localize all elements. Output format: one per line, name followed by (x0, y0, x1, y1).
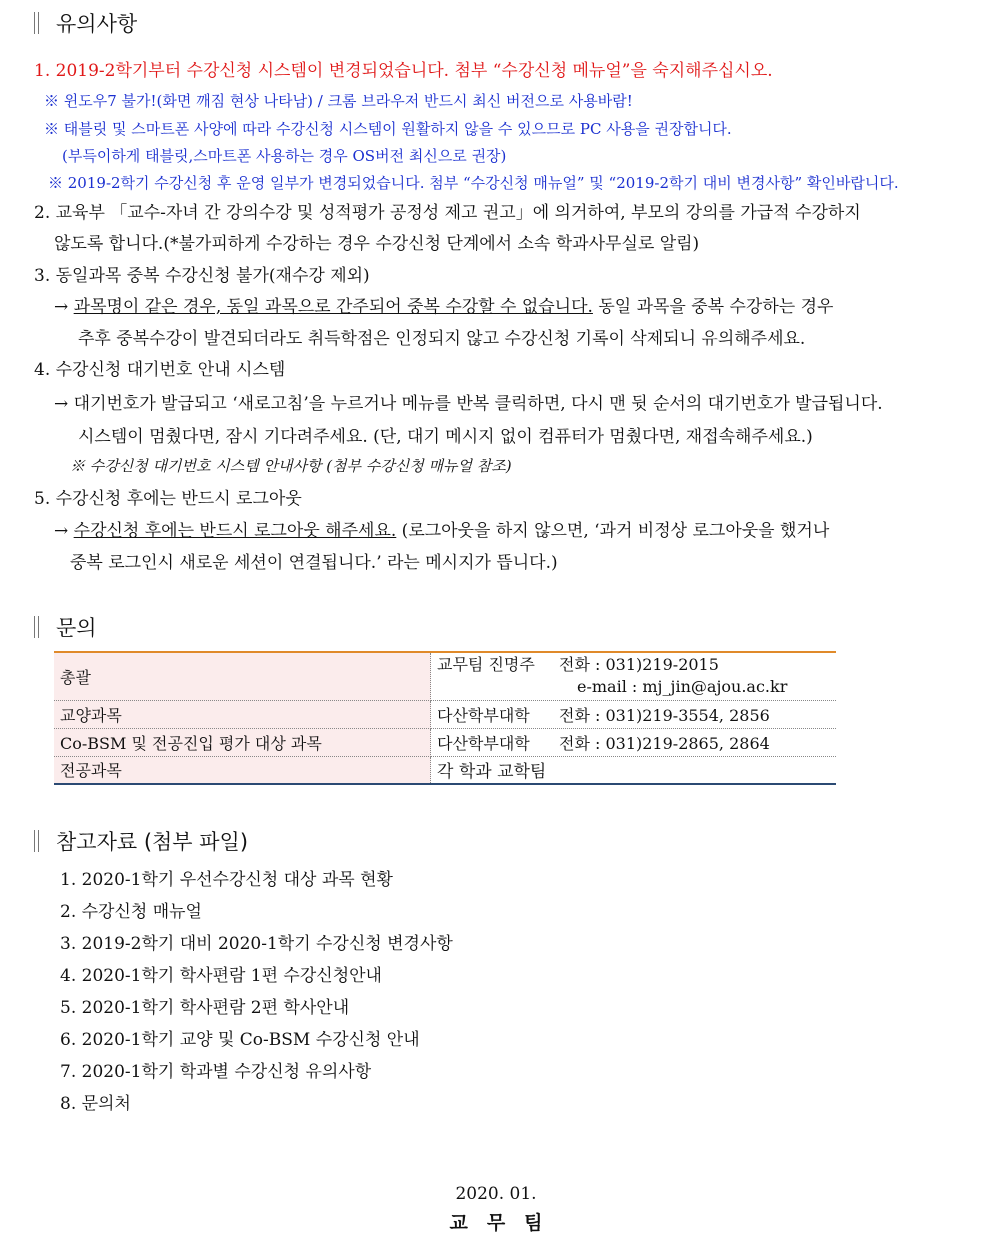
notice-note-2: ※ 태블릿 및 스마트폰 사양에 따라 수강신청 시스템이 원활하지 않을 수 있으므로 PC 사용을 권장합니다. (44, 120, 732, 138)
contact-row (54, 728, 836, 756)
notice-item-4: 4. 수강신청 대기번호 안내 시스템 (34, 360, 286, 380)
contact-label: Co-BSM 및 전공진입 평가 대상 과목 (54, 728, 431, 756)
contact-info (431, 756, 837, 784)
reference-item[interactable]: 1. 2020-1학기 우선수강신청 대상 과목 현황 (60, 870, 393, 890)
reference-item[interactable]: 2. 수강신청 매뉴얼 (60, 902, 202, 922)
notice-item-4-line1: → 대기번호가 발급되고 ‘새로고침’을 누르거나 메뉴를 반복 클릭하면, 다시 맨 뒷 순서의 대기번호가 발급됩니다. (54, 394, 883, 414)
contact-phone: 전화 : 031)219-2865, 2864 (559, 733, 770, 753)
notice-item-1: 1. 2019-2학기부터 수강신청 시스템이 변경되었습니다. 첨부 “수강신청 메뉴얼”을 숙지해주십시오. (34, 61, 773, 81)
section-marker (34, 12, 39, 34)
reference-item[interactable]: 3. 2019-2학기 대비 2020-1학기 수강신청 변경사항 (60, 934, 453, 954)
notice-item-5-line1 (54, 516, 829, 541)
contact-email[interactable]: e-mail : mj_jin@ajou.ac.kr (577, 677, 788, 697)
notice-item-3: 3. 동일과목 중복 수강신청 불가(재수강 제외) (34, 266, 370, 286)
notice-item-3-rest: 동일 과목을 중복 수강하는 경우 (592, 297, 834, 317)
notice-item-4-line2: 시스템이 멈췄다면, 잠시 기다려주세요. (단, 대기 메시지 없이 컴퓨터가 멈췄다면, 재접속해주세요.) (78, 427, 813, 447)
contact-label: 전공과목 (54, 756, 431, 784)
notice-item-5: 5. 수강신청 후에는 반드시 로그아웃 (34, 489, 302, 509)
notice-item-5-rest: (로그아웃을 하지 않으면, ‘과거 비정상 로그아웃을 했거나 (396, 521, 830, 541)
contact-label: 교양과목 (54, 700, 431, 728)
references-title: 참고자료 (첨부 파일) (56, 830, 249, 854)
arrow-icon: → (54, 297, 69, 317)
notice-item-3-line1 (54, 292, 833, 317)
reference-item[interactable]: 7. 2020-1학기 학과별 수강신청 유의사항 (60, 1062, 372, 1082)
notice-note-3: ※ 2019-2학기 수강신청 후 운영 일부가 변경되었습니다. 첨부 “수강신청 매뉴얼” 및 “2019-2학기 대비 변경사항” 확인바랍니다. (48, 174, 899, 192)
footer-org: 교 무 팀 (449, 1212, 543, 1234)
footer-date: 2020. 01. (455, 1184, 537, 1204)
contact-table (54, 651, 836, 785)
contact-info (431, 728, 837, 756)
contact-dept: 각 학과 교학팀 (437, 762, 547, 783)
reference-item[interactable]: 6. 2020-1학기 교양 및 Co-BSM 수강신청 안내 (60, 1030, 420, 1050)
contact-phone: 전화 : 031)219-2015 (559, 655, 719, 675)
notice-note-1: ※ 윈도우7 불가!(화면 깨짐 현상 나타남) / 크롬 브라우저 반드시 최신 버전으로 사용바람! (44, 92, 633, 110)
notice-item-4-note: ※ 수강신청 대기번호 시스템 안내사항 (첨부 수강신청 매뉴얼 참조) (70, 457, 512, 475)
contact-row (54, 652, 836, 700)
notice-item-3-emphasis: 과목명이 같은 경우, 동일 과목으로 간주되어 중복 수강할 수 없습니다. (73, 297, 593, 317)
section-marker (34, 616, 39, 638)
reference-item[interactable]: 5. 2020-1학기 학사편람 2편 학사안내 (60, 998, 350, 1018)
reference-item[interactable]: 4. 2020-1학기 학사편람 1편 수강신청안내 (60, 966, 382, 986)
contact-dept: 다산학부대학 (437, 733, 530, 753)
contact-dept: 다산학부대학 (437, 705, 530, 725)
notice-item-5-line2: 중복 로그인시 새로운 세션이 연결됩니다.’ 라는 메시지가 뜹니다.) (70, 553, 558, 573)
contact-row (54, 700, 836, 728)
contact-label: 총괄 (54, 652, 431, 700)
section-marker (34, 830, 39, 852)
contact-title: 문의 (56, 616, 97, 640)
reference-item[interactable]: 8. 문의처 (60, 1094, 131, 1114)
notice-item-2: 2. 교육부 「교수-자녀 간 강의수강 및 성적평가 공정성 제고 권고」에 의거하여, 부모의 강의를 가급적 수강하지 (34, 203, 861, 223)
contact-info (431, 700, 837, 728)
notice-item-5-emphasis: 수강신청 후에는 반드시 로그아웃 해주세요. (73, 521, 397, 541)
contact-phone: 전화 : 031)219-3554, 2856 (559, 705, 770, 725)
arrow-icon: → (54, 521, 69, 541)
notice-item-2-line2: 않도록 합니다.(*불가피하게 수강하는 경우 수강신청 단계에서 소속 학과사무실로 알림) (54, 234, 700, 254)
notice-item-3-line2: 추후 중복수강이 발견되더라도 취득학점은 인정되지 않고 수강신청 기록이 삭제되니 유의해주세요. (78, 329, 806, 349)
notice-note-2b: (부득이하게 태블릿,스마트폰 사용하는 경우 OS버전 최신으로 권장) (62, 147, 507, 165)
contact-dept: 교무팀 진명주 (437, 655, 535, 675)
notice-title: 유의사항 (56, 12, 138, 36)
contact-row (54, 756, 836, 784)
contact-info (431, 652, 837, 700)
